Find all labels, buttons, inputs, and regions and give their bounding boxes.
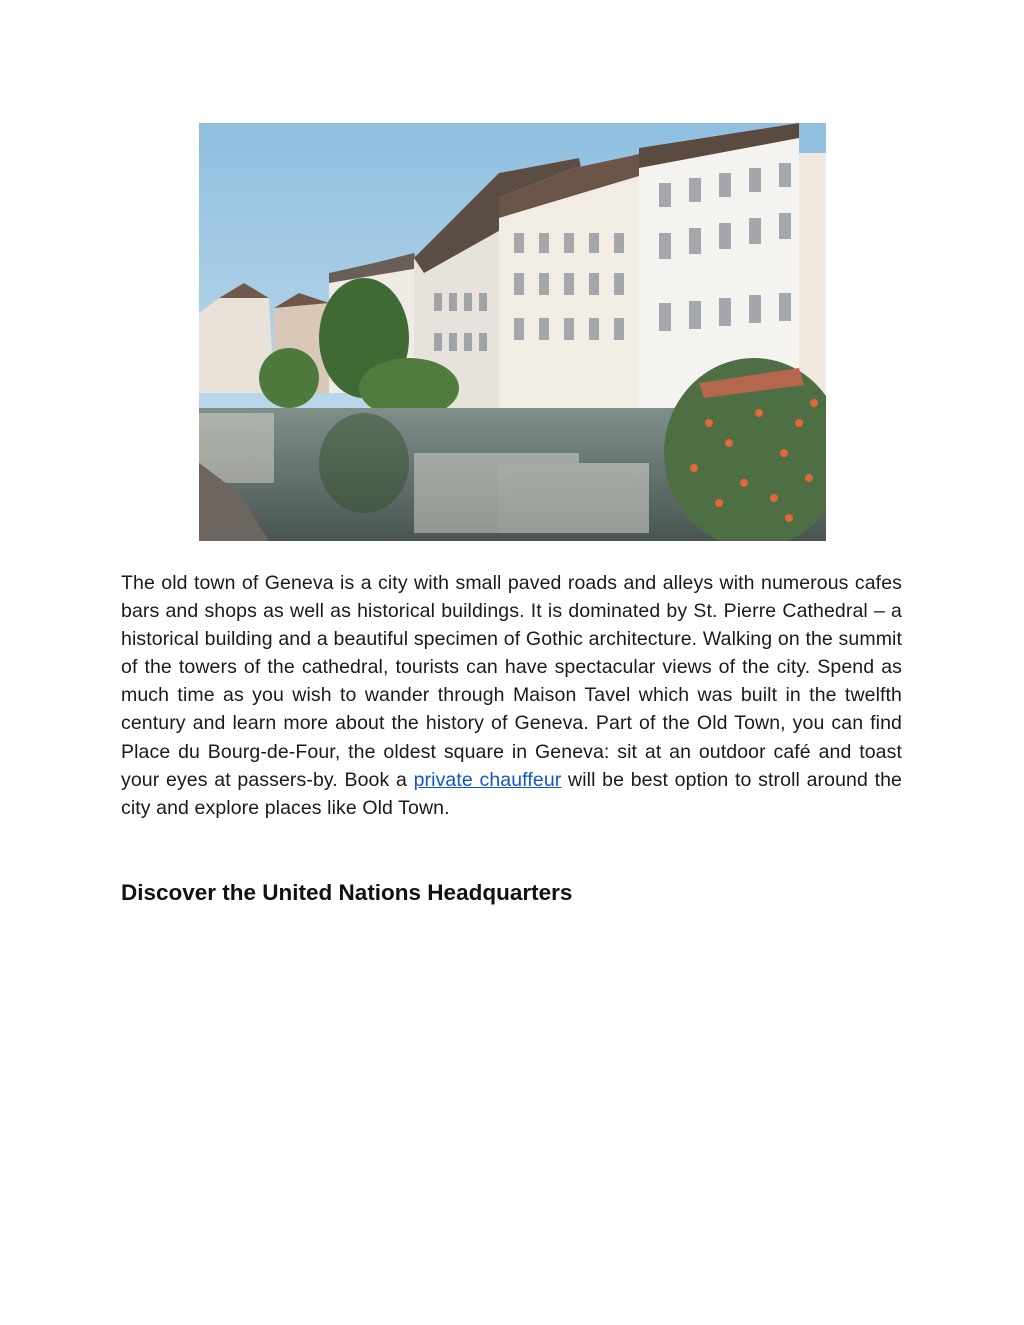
private-chauffeur-link[interactable]: private chauffeur	[413, 768, 562, 791]
paragraph-text-after-link: will be best option to stroll around the city and explore places like Old Town.	[121, 768, 902, 819]
geneva-old-town-canal-photo	[199, 123, 826, 541]
paragraph-text-before-link: The old town of Geneva is a city with small paved roads and alleys with numerous cafes bars and shops as well as historical buildings. It is dominated by St. Pierre Cathedral – a historical building and a beautiful specimen of Gothic architecture. Walking on the summit of the towers of the cathedral, tourists can have spectacular views of the city. Spend as much time as you wish to wander through Maison Tavel which was built in the twelfth century and learn more about the history of Geneva. Part of the Old Town, you can find Place du Bourg-de-Four, the oldest square in Geneva: sit at an outdoor café and toast your eyes at passers-by. Book a	[121, 572, 902, 791]
body-paragraph	[121, 569, 902, 822]
section-heading: Discover the United Nations Headquarters	[121, 880, 573, 905]
